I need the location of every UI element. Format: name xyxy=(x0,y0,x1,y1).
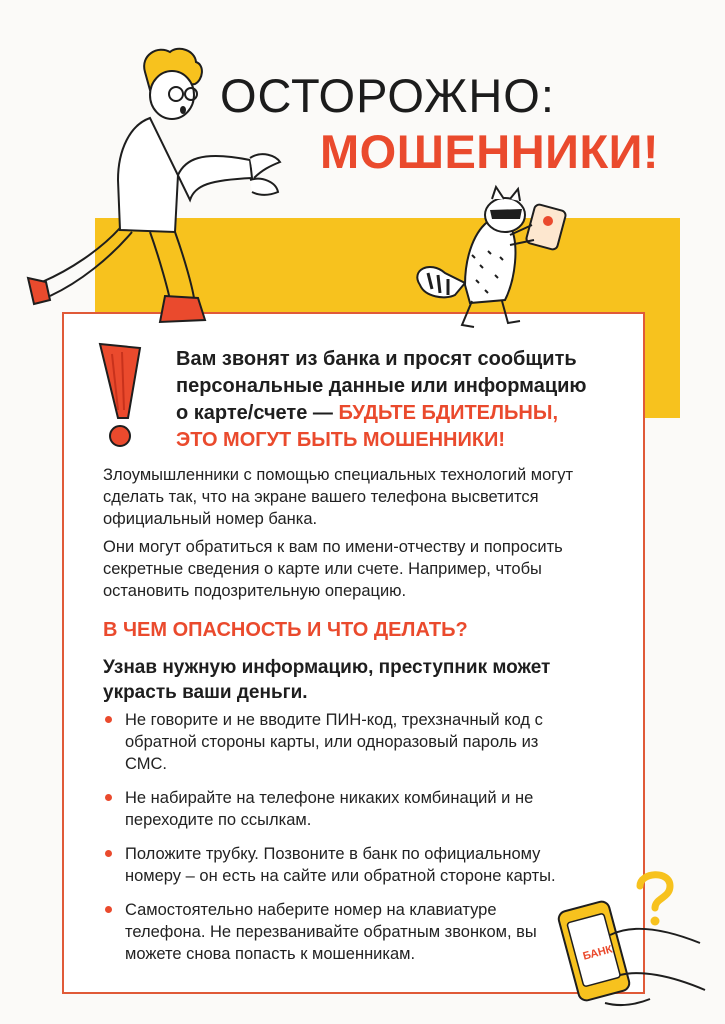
list-item-text: Не говорите и не вводите ПИН-код, трехзначный код с обратной стороны карты, или одноразовый пароль из СМС. xyxy=(125,711,543,773)
phone-label: БАНК xyxy=(581,943,614,963)
paragraph-1: Злоумышленники с помощью специальных технологий могут сделать так, что на экране вашего телефона высветится официальный номер банка. xyxy=(103,466,574,528)
list-item-text: Положите трубку. Позвоните в банк по официальному номеру – он есть на сайте или обратной стороне карты. xyxy=(125,845,556,885)
raccoon-illustration xyxy=(410,185,590,335)
list-item-text: Самостоятельно наберите номер на клавиатуре телефона. Не перезванивайте обратным звонком, вы можете снова попасть к мошенникам. xyxy=(125,901,537,963)
bullet-dot xyxy=(105,850,112,857)
list-item-text: Не набирайте на телефоне никаких комбинаций и не переходите по ссылкам. xyxy=(125,789,534,829)
intro-text xyxy=(176,346,616,454)
advice-list xyxy=(103,709,563,977)
bullet-dot xyxy=(105,716,112,723)
intro-line-1: Вам звонят из банка и просят сообщить xyxy=(176,348,577,370)
list-item xyxy=(103,787,563,831)
exclamation-icon xyxy=(92,340,152,450)
intro-highlight-2: ЭТО МОГУТ БЫТЬ МОШЕННИКИ! xyxy=(176,429,506,451)
bullet-dot xyxy=(105,794,112,801)
intro-line-3: о карте/счете — xyxy=(176,402,339,424)
bullet-dot xyxy=(105,906,112,913)
title-line-2: МОШЕННИКИ! xyxy=(320,125,660,178)
list-item xyxy=(103,709,563,775)
man-illustration xyxy=(0,0,300,330)
section-heading: В ЧЕМ ОПАСНОСТЬ И ЧТО ДЕЛАТЬ? xyxy=(103,619,468,641)
phone-hand-illustration xyxy=(560,895,710,1015)
paragraph-2: Они могут обратиться к вам по имени-отчеству и попросить секретные сведения о карте или счете. Например, чтобы остановить подозрительную операцию. xyxy=(103,538,563,600)
intro-line-2: персональные данные или информацию xyxy=(176,375,587,397)
intro-highlight-1: БУДЬТЕ БДИТЕЛЬНЫ, xyxy=(338,402,559,424)
title-line-1: ОСТОРОЖНО: xyxy=(220,69,555,122)
subheading: Узнав нужную информацию, преступник может украсть ваши деньги. xyxy=(103,657,551,703)
list-item xyxy=(103,843,563,887)
list-item xyxy=(103,899,563,965)
